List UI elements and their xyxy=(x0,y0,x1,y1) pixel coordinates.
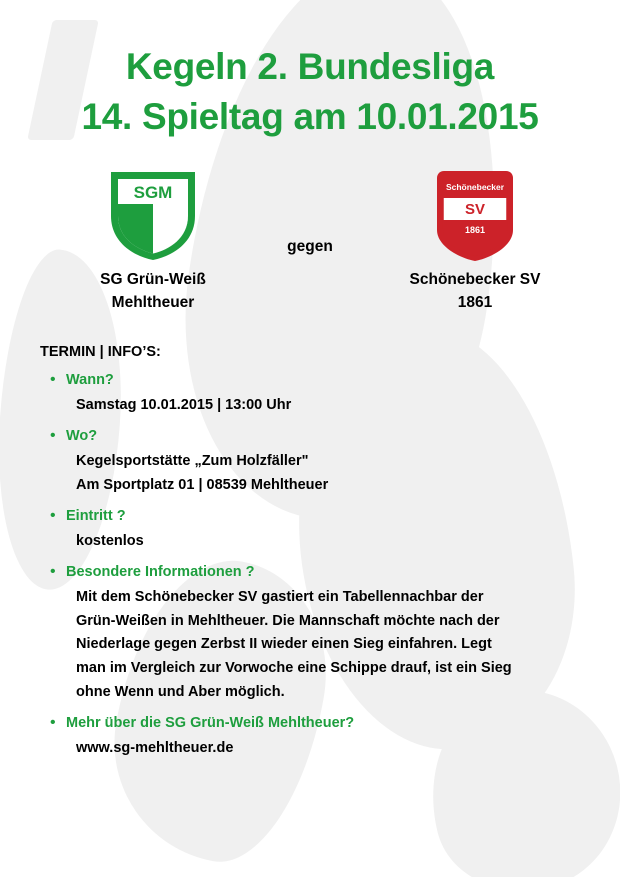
list-item xyxy=(40,713,590,761)
list-item xyxy=(40,562,590,706)
info-answer-line: Mit dem Schönebecker SV gastiert ein Tabellennachbar der xyxy=(76,588,484,605)
away-team xyxy=(370,168,580,315)
svg-text:Schönebecker: Schönebecker xyxy=(445,181,505,192)
info-answer-line: Grün-Weißen in Mehltheuer. Die Mannschaft möchte nach der xyxy=(76,612,500,629)
info-answer xyxy=(66,450,590,498)
info-question: • Besondere Informationen ? xyxy=(66,563,255,580)
info-section xyxy=(0,344,620,761)
info-answer xyxy=(66,586,590,706)
info-answer-line: kostenlos xyxy=(76,532,144,549)
info-answer-line: Am Sportplatz 01 | 08539 Mehltheuer xyxy=(76,476,329,493)
home-team-name-line-1: SG Grün-Weiß xyxy=(100,270,206,288)
list-item xyxy=(40,506,590,554)
title-line-1: Kegeln 2. Bundesliga xyxy=(125,46,495,87)
info-answer-line: ohne Wenn und Aber möglich. xyxy=(76,684,285,701)
svg-text:SV: SV xyxy=(464,200,486,218)
info-answer-line: Niederlage gegen Zerbst II wieder einen Sieg einfahren. Legt xyxy=(76,636,492,653)
list-item xyxy=(40,370,590,418)
away-team-name-line-1: Schönebecker SV xyxy=(409,270,541,288)
info-answer-line: Samstag 10.01.2015 | 13:00 Uhr xyxy=(76,396,292,413)
info-question: • Mehr über die SG Grün-Weiß Mehltheuer? xyxy=(66,715,355,732)
home-team-name-line-2: Mehltheuer xyxy=(111,294,195,312)
home-team-name xyxy=(48,268,258,315)
info-answer-line: Kegelsportstätte „Zum Holzfäller" xyxy=(76,452,309,469)
website-link[interactable] xyxy=(66,737,590,761)
page-title xyxy=(0,0,620,142)
info-answer xyxy=(66,394,590,418)
away-team-name-line-2: 1861 xyxy=(457,294,493,312)
away-crest-wrap xyxy=(370,168,580,262)
info-list xyxy=(40,370,590,761)
svg-text:SGM: SGM xyxy=(133,182,173,202)
schoenebecker-sv-1861-crest-icon xyxy=(431,168,519,264)
svg-text:1861: 1861 xyxy=(464,224,486,235)
info-question: • Wo? xyxy=(66,427,98,444)
away-team-name xyxy=(370,268,580,315)
versus-label: gegen xyxy=(287,237,333,255)
info-section-header: TERMIN | INFO’S: xyxy=(40,343,161,360)
info-question: • Wann? xyxy=(66,371,114,388)
info-answer-line: man im Vergleich zur Vorwoche eine Schippe drauf, ist ein Sieg xyxy=(76,660,512,677)
website-url[interactable]: www.sg-mehltheuer.de xyxy=(76,740,234,757)
matchup xyxy=(0,168,620,338)
title-line-2: 14. Spieltag am 10.01.2015 xyxy=(81,95,539,137)
list-item xyxy=(40,426,590,498)
info-question: • Eintritt ? xyxy=(66,507,126,524)
info-answer xyxy=(66,530,590,554)
